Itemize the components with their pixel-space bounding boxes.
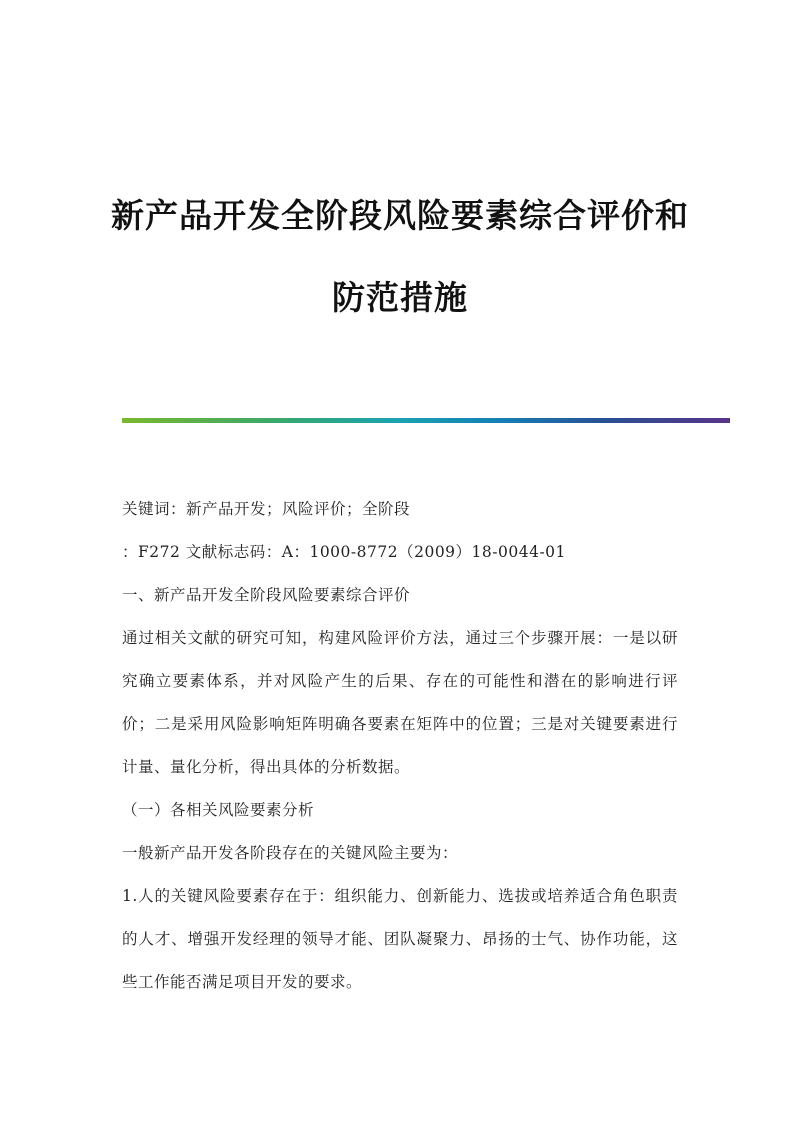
body-paragraph-3: 1.人的关键风险要素存在于：组织能力、创新能力、选拔或培养适合角色职责的人才、增强开发经理的领导才能、团队凝聚力、昂扬的士气、协作功能，这些工作能否满足项目开发的要求。 xyxy=(122,887,678,991)
document-title-line-1: 新产品开发全阶段风险要素综合评价和 xyxy=(111,196,689,235)
gradient-divider xyxy=(122,418,730,423)
subsection-heading-1: （一）各相关风险要素分析 xyxy=(122,801,315,819)
document-title-line-2: 防范措施 xyxy=(332,278,468,317)
section-heading-1: 一、新产品开发全阶段风险要素综合评价 xyxy=(122,586,411,604)
body-paragraph-2: 一般新产品开发各阶段存在的关键风险主要为： xyxy=(122,844,459,862)
body-paragraph-1: 通过相关文献的研究可知，构建风险评价方法，通过三个步骤开展：一是以研究确立要素体系，并对风险产生的后果、存在的可能性和潜在的影响进行评价；二是采用风险影响矩阵明确各要素在矩阵中的位置；三是对关键要素进行计量、量化分析，得出具体的分析数据。 xyxy=(122,629,678,776)
document-body xyxy=(122,488,678,1004)
classification-line: ：F272 文献标志码：A：1000-8772（2009）18-0044-01 xyxy=(122,543,566,561)
keywords-line: 关键词：新产品开发；风险评价；全阶段 xyxy=(122,500,411,518)
